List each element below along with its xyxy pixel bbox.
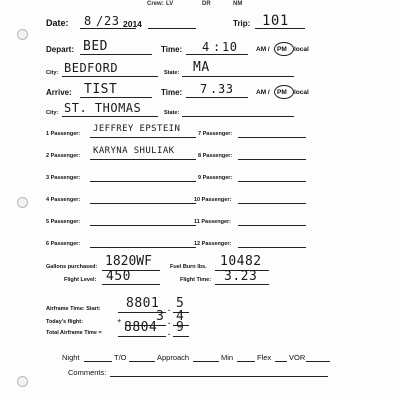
passenger-9-label: 9 Passenger: xyxy=(198,175,233,181)
passenger-5-label: 5 Passenger: xyxy=(46,219,81,225)
crew-dr: DR xyxy=(202,1,211,7)
trip-label: Trip: xyxy=(233,19,251,28)
binder-hole-top xyxy=(17,29,28,40)
gallons-value: 1820WF xyxy=(105,254,152,269)
arrive-am-label: AM / xyxy=(256,89,270,96)
trip-value: 101 xyxy=(262,13,289,29)
flex-label: Flex xyxy=(257,353,272,362)
arrive-pm-label: PM xyxy=(277,89,287,96)
passenger-11-label: 11 Passenger: xyxy=(194,219,231,225)
date-sep: / xyxy=(96,14,104,28)
airframe-start-tenth: 5 xyxy=(176,296,185,311)
state2-line xyxy=(182,116,294,117)
total-airframe-label: Total Airframe Time = xyxy=(46,330,102,336)
todays-flight-dot: . xyxy=(168,317,171,326)
date-month: 8 xyxy=(84,14,92,28)
passenger-7-label: 7 Passenger: xyxy=(198,131,233,137)
comments-line xyxy=(110,376,328,377)
depart-label: Depart: xyxy=(46,45,75,54)
depart-am-label: AM / xyxy=(256,46,270,53)
date-day: 23 xyxy=(104,14,120,28)
passenger-8-label: 8 Passenger: xyxy=(198,153,233,159)
crew-lv: LV xyxy=(166,1,174,7)
passenger-10-label: 10 Passenger: xyxy=(194,197,232,203)
comments-label: Comments: xyxy=(68,368,107,377)
crew-nm: NM xyxy=(233,1,243,7)
passenger-12-label: 12 Passenger: xyxy=(194,241,232,247)
flight-log-form: Crew: LV DR NM Date: 8 / 23 2014 Trip: 101 Depart: BED Time: 4 : 10 AM / PM local City: BEDFORD State: MA Arrive: TIST Time: 7 . 33 AM / PM local City: ST. THOMAS State: 1 Passenger: JEFFREY EPSTEIN 2 Passenger: KARYNA SHULIAK 3 Passenger: 4 Passenger: 5 Passenger: 6 Passenger: 7 Passenger: 8 Passenger: 9 Passenger: 10 Passenger: 11 Passenger: 12 Passenger: Gallons purchased: 1820WF Fuel Burn lbs. 10482 Flight Level: 450 Flight Time: 3.23 Airframe Time: Start: 8801 . 5 Today's flight: + 3 . 4 Total Airframe Time = 8804 . 9 Night T/O Approach Min Flex VOR Comments: xyxy=(0,0,400,400)
arrive-time-line xyxy=(186,97,248,98)
todays-flight-label: Today's flight: xyxy=(46,319,83,325)
depart-time-label: Time: xyxy=(161,45,183,54)
passenger-2-label: 2 Passenger: xyxy=(46,153,81,159)
city2-value: ST. THOMAS xyxy=(64,101,142,115)
passenger-1-value: JEFFREY EPSTEIN xyxy=(93,124,181,134)
flight-time-value: 3.23 xyxy=(224,269,258,284)
date-year: 2014 xyxy=(123,19,142,29)
arrive-hour: 7 xyxy=(200,82,208,96)
night-label: Night xyxy=(62,353,80,362)
todays-flight-tenth: 4 xyxy=(176,309,185,324)
arrive-line xyxy=(80,97,152,98)
airframe-start-label: Airframe Time: Start: xyxy=(46,306,101,312)
gallons-label: Gallons purchased: xyxy=(46,264,98,270)
date-year-line xyxy=(148,28,196,29)
binder-hole-middle xyxy=(17,197,28,208)
to-label: T/O xyxy=(114,353,127,362)
depart-pm-label: PM xyxy=(277,46,287,53)
flight-level-value: 450 xyxy=(106,269,131,284)
todays-flight-value: 3 xyxy=(156,309,165,324)
fuel-burn-label: Fuel Burn lbs. xyxy=(170,264,207,270)
state1-label: State: xyxy=(164,70,180,76)
arrive-local-label: local xyxy=(294,89,309,96)
total-airframe-dot: . xyxy=(168,328,171,337)
date-label: Date: xyxy=(46,18,69,28)
flight-level-label: Flight Level: xyxy=(64,277,97,283)
todays-flight-plus: + xyxy=(117,316,122,325)
airframe-start-value: 8801 xyxy=(126,296,160,311)
state1-line xyxy=(182,76,294,77)
depart-time-line xyxy=(186,54,248,55)
approach-label: Approach xyxy=(157,353,190,362)
depart-line xyxy=(80,54,152,55)
city1-value: BEDFORD xyxy=(64,61,119,75)
state2-label: State: xyxy=(164,110,180,116)
depart-value: BED xyxy=(83,39,108,54)
arrive-value: TIST xyxy=(84,82,118,97)
passenger-1-label: 1 Passenger: xyxy=(46,131,81,137)
fuel-burn-value: 10482 xyxy=(220,254,262,269)
depart-local-label: local xyxy=(294,46,309,53)
passenger-3-label: 3 Passenger: xyxy=(46,175,81,181)
crew-label: Crew: xyxy=(147,1,164,7)
depart-minute: 10 xyxy=(222,40,238,54)
flight-level-line xyxy=(102,284,160,285)
arrive-minute: 33 xyxy=(218,82,234,96)
depart-hour: 4 xyxy=(202,40,210,54)
flight-time-label: Flight Time: xyxy=(180,277,212,283)
airframe-start-dot: . xyxy=(168,304,171,313)
state1-value: MA xyxy=(193,60,210,75)
vor-label: VOR xyxy=(289,353,306,362)
city1-label: City: xyxy=(46,70,59,76)
passenger-2-value: KARYNA SHULIAK xyxy=(93,146,175,156)
total-airframe-tenth: 9 xyxy=(176,320,185,335)
passenger-4-label: 4 Passenger: xyxy=(46,197,81,203)
city1-line xyxy=(62,76,158,77)
arrive-label: Arrive: xyxy=(46,88,72,97)
total-airframe-value: 8804 xyxy=(124,320,158,335)
arrive-time-label: Time: xyxy=(161,88,183,97)
passenger-6-label: 6 Passenger: xyxy=(46,241,81,247)
flight-time-line xyxy=(215,284,269,285)
city2-line xyxy=(62,116,158,117)
city2-label: City: xyxy=(46,110,59,116)
min-label: Min xyxy=(221,353,234,362)
binder-hole-bottom xyxy=(17,376,28,387)
